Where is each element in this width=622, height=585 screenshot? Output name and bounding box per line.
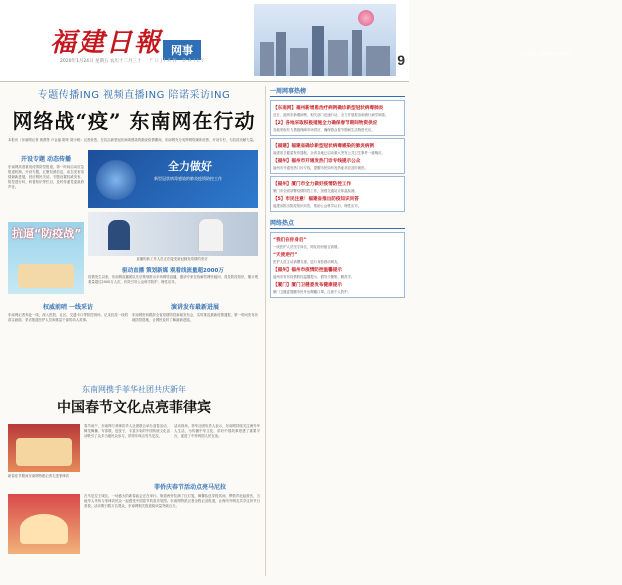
sidebar-item-text: 各地采取有力措施保障市场供应，确保群众春节期间生活物资充足。 — [273, 128, 375, 132]
sidebar-item-text: 一线医护人员坚守岗位，网友纷纷留言致敬。 — [273, 245, 341, 249]
news-photo-1 — [88, 212, 258, 256]
lead-kicker: 专题传播ING 视频直播ING 陪诺采访ING — [37, 90, 231, 101]
sidebar-item-title[interactable]: 【5】市民注意！福建省推出防疫知识问答 — [273, 197, 359, 202]
sidebar-item-title[interactable]: 【厦门】厦门卫健委发布健康提示 — [273, 283, 342, 288]
sidebar-item-text: 医护人员主动请缨支援，逆行身影感动网友。 — [273, 260, 341, 264]
lead-column-5 — [132, 300, 258, 323]
sidebar-box-3 — [270, 176, 405, 212]
banner-title: 全力做好 — [168, 160, 212, 173]
sidebar-item-text: 福建省卫健委发布通报，全省各地已启动重大突发公共卫生事件一级响应。 — [273, 151, 385, 155]
sidebar-box-2 — [270, 138, 405, 174]
section-tag: 网事 — [163, 40, 201, 60]
second-subhead: 菲侨庆春节活动点亮马尼拉 — [153, 484, 226, 491]
sidebar-box-1 — [270, 100, 405, 136]
lead-headline: 网络战“疫” 东南网在行动 — [12, 109, 256, 133]
sidebar-heading-hot: 一周网事热榜 — [270, 86, 405, 97]
lead-column-4 — [8, 300, 128, 323]
second-text-1: 春节前夕，东南网与菲律宾华人社团联合举办迎春活动，舞龙舞狮、写春联、包饺子，丰富多彩的中国传统文化活动吸引了众多当地民众参与，浓浓年味点亮马尼拉。 — [84, 424, 170, 438]
second-headline: 中国春节文化点亮菲律宾 — [57, 400, 211, 416]
sidebar-item-text: 近日，福州市新增病例，相关部门迅速行动，全力开展救治和流行病学调查。 — [273, 113, 389, 117]
sidebar-box-4 — [270, 232, 405, 298]
lead-text-3: 疫情发生以来，东南网直播团队先后策划推出多场网络直播，邀请专家在线解答网民疑问，普及防疫知识，累计观看量超过2000万人次，有效引导公众科学防护、理性应对。 — [88, 275, 258, 284]
sidebar-item-text: 厦门卫健委提醒市民外出佩戴口罩，注意个人防护。 — [273, 290, 351, 294]
sidebar-item-text: 厦门市全面部署疫情防控工作，加强交通站点体温检测。 — [273, 189, 358, 193]
sidebar-item-title[interactable]: 【福州】厦门市全力做好疫情防控工作 — [273, 182, 352, 187]
news-photo-1-caption: 直播的新工作人员正在接受新冠肺炎疫情的采访 — [136, 257, 208, 261]
lead-subhead-3: 权威前哨 一线采访 — [42, 304, 94, 311]
poster-image — [8, 222, 84, 294]
lead-column-3 — [88, 275, 258, 285]
lead-subhead-4: 演讲发布最新进展 — [170, 304, 219, 311]
lead-text-4: 东南网记者奔赴一线，深入医院、社区、交通卡口等防控现场，记录抗疫一线的真实画面，采访报道医护人员和基层干部的动人故事。 — [8, 313, 128, 322]
lead-text-5: 东南网密切跟踪全省疫情防控新闻发布会，实时推送最新疫情通报，第一时间发布各地防控措施，让网民及时了解最新进展。 — [132, 313, 258, 322]
sidebar-item-title[interactable]: “天使逆行” — [273, 253, 298, 258]
news-photo-2-caption: 新春佳节期间东南网特派记者走进菲律宾 — [8, 474, 70, 478]
page-number: 9 — [397, 52, 405, 68]
sidebar-item-title[interactable]: 【东南网】福州新增患治疗病例确诊新型冠状病毒肺炎 — [273, 106, 384, 111]
second-column-2 — [174, 424, 260, 439]
sidebar-item-title[interactable]: “我们在你身后” — [273, 238, 307, 243]
poster-title: 抗逼“防疫战” — [12, 227, 82, 240]
second-story — [8, 384, 260, 417]
masthead — [0, 0, 571, 82]
lead-column-1 — [8, 152, 84, 190]
sidebar-item-title[interactable]: 【福州】福州市开通发热门诊专线提示公众 — [273, 159, 361, 164]
news-photo-3 — [8, 494, 80, 554]
sidebar-item-title[interactable]: 【福州】福州市疫情防控温馨提示 — [273, 268, 342, 273]
sidebar-item-title[interactable]: 【2】各地采取积极措施全力确保春节期间物资供应 — [273, 121, 378, 126]
second-kicker: 东南网携手菲华社团共庆新年 — [82, 385, 186, 394]
masthead-photo — [254, 4, 571, 76]
newspaper-title: 福建日報 — [50, 28, 163, 58]
lead-story — [8, 86, 260, 143]
masthead-photo-caption: 福州宾馆，迎接新年的热闹景象 — [522, 52, 571, 56]
second-column-3 — [84, 494, 260, 509]
sidebar — [265, 86, 405, 576]
sidebar-item-title[interactable]: 【福建】福建省确诊新型冠状病毒感染的肺炎病例 — [273, 144, 375, 149]
banner-graphic — [88, 150, 258, 208]
lead-subhead-1: 开设专题 动态传播 — [20, 156, 72, 163]
news-photo-2 — [8, 424, 80, 472]
second-text-2: 活动现场，菲华社团负责人表示，东南网持续关注海外华人生活，为传播中华文化、讲好中国故事搭建了重要平台，促进了中菲两国人民友谊。 — [174, 424, 260, 438]
second-text-3: 在马尼拉王城区，一场盛大的新春庙会正在举行。街道两旁挂满了红灯笼，舞狮队伍穿梭其间，锣鼓声此起彼伏，当地华人华侨与菲律宾民众一起感受中国春节的喜庆氛围。东南网特派记者全程记录报道，让海内外网友共享这份节日喜悦。活动吸引数万名观众，东南网相关报道阅读量突破百万。 — [84, 494, 260, 508]
second-column-1 — [84, 424, 170, 439]
sidebar-item-text: 福州市开通发热门诊专线，提醒市民如有发热症状应及时就医。 — [273, 166, 368, 170]
lead-text-1: 东南网高度重视疫情防控报道，第一时间启动应急报道机制，开设专题，汇聚权威信息，动态发布疫情最新进展，回应网民关切。专题设置权威发布、防控进行时、科普知识等栏目，及时传递党委政府声音。 — [8, 165, 84, 189]
live-caption: 驱动直播 策划新媒 观看线流量超2000万 — [122, 268, 224, 274]
sidebar-item-text: 福建省推出防疫知识问答，帮助公众科学认识、理性应对。 — [273, 204, 362, 208]
lead-byline: 本报讯（东南网记者 黄燕等 卢金福 陈荣 胡小明）记者获悉，在抗击新型冠状病毒感染的肺炎疫情期间，东南网充分发挥网络媒体优势，开设专栏，为抗疫贡献力量。 — [8, 138, 257, 142]
sidebar-item-text: 福州市发布疫情防控温馨提示，倡导少聚集、勤洗手。 — [273, 275, 355, 279]
sidebar-heading-trending: 网络热点 — [270, 218, 405, 229]
banner-subtitle: 新型冠状病毒感染的肺炎疫情防控工作 — [154, 176, 222, 181]
newspaper-pinyin: FUJIAN DAILY — [150, 58, 207, 64]
issue-date: 2020年1月24日 星期五 农历十二月三十 — [60, 59, 142, 64]
